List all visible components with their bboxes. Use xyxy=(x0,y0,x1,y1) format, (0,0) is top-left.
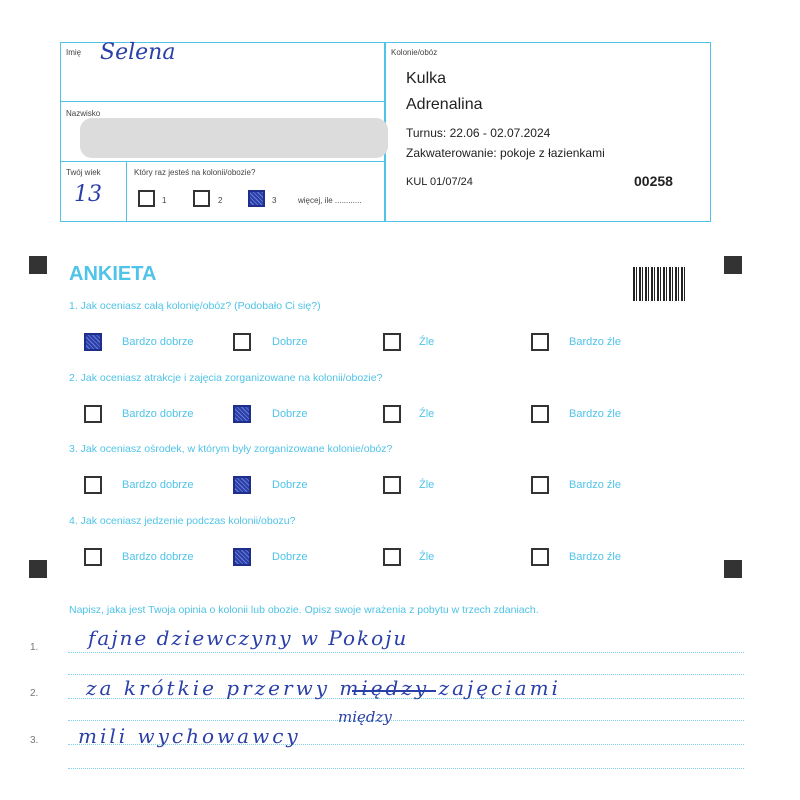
q3-option-1-label: Bardzo dobrze xyxy=(122,479,194,491)
times-option-3: 3 xyxy=(272,196,277,205)
alignment-marker xyxy=(29,256,47,274)
q2-option-4-checkbox[interactable] xyxy=(531,405,549,423)
times-label: Który raz jesteś na kolonii/obozie? xyxy=(134,168,256,177)
answer-line xyxy=(68,674,744,675)
times-checkbox-3[interactable] xyxy=(248,190,265,207)
q4-option-1-checkbox[interactable] xyxy=(84,548,102,566)
q4-option-2-checkbox[interactable] xyxy=(233,548,251,566)
answer-2[interactable]: za krótkie przerwy między zajęciami xyxy=(86,676,561,700)
q2-option-1-checkbox[interactable] xyxy=(84,405,102,423)
q3-option-1-checkbox[interactable] xyxy=(84,476,102,494)
camp-label: Kolonie/obóz xyxy=(391,48,438,57)
times-option-1: 1 xyxy=(162,196,167,205)
redaction-bar xyxy=(80,118,388,158)
accommodation: Zakwaterowanie: pokoje z łazienkami xyxy=(406,146,605,160)
q4-option-3-label: Źle xyxy=(419,551,435,563)
name-value[interactable]: Selena xyxy=(100,40,176,65)
line-number: 3. xyxy=(30,735,39,746)
times-more-label: więcej, ile ............ xyxy=(298,196,362,205)
q1-option-1-label: Bardzo dobrze xyxy=(122,336,194,348)
q1-option-3-checkbox[interactable] xyxy=(383,333,401,351)
question-3: 3. Jak oceniasz ośrodek, w którym były zorganizowane kolonie/obóz? xyxy=(69,443,393,455)
age-label: Twój wiek xyxy=(66,168,101,177)
q1-option-1-checkbox[interactable] xyxy=(84,333,102,351)
q1-option-4-checkbox[interactable] xyxy=(531,333,549,351)
answer-1[interactable]: fajne dziewczyny w Pokoju xyxy=(88,626,409,650)
times-option-2: 2 xyxy=(218,196,223,205)
divider xyxy=(126,162,127,221)
q3-option-3-label: Źle xyxy=(419,479,435,491)
camp-name-1: Kulka xyxy=(406,70,447,87)
q3-option-2-label: Dobrze xyxy=(272,479,308,491)
surname-label: Nazwisko xyxy=(66,109,101,118)
q3-option-4-checkbox[interactable] xyxy=(531,476,549,494)
alignment-marker xyxy=(724,256,742,274)
q4-option-2-label: Dobrze xyxy=(272,551,308,563)
q1-option-2-label: Dobrze xyxy=(272,336,308,348)
q3-option-3-checkbox[interactable] xyxy=(383,476,401,494)
q3-option-4-label: Bardzo źle xyxy=(569,479,621,491)
camp-code: KUL 01/07/24 xyxy=(406,176,473,188)
barcode xyxy=(633,267,687,301)
opinion-prompt: Napisz, jaka jest Twoja opinia o kolonii lub obozie. Opisz swoje wrażenia z pobytu w trzech zdaniach. xyxy=(69,604,539,616)
strikethrough xyxy=(352,690,436,692)
correction-word: między xyxy=(338,708,392,726)
line-number: 2. xyxy=(30,688,39,699)
survey-title: ANKIETA xyxy=(69,263,157,285)
q1-option-2-checkbox[interactable] xyxy=(233,333,251,351)
q4-option-4-label: Bardzo źle xyxy=(569,551,621,563)
q2-option-3-checkbox[interactable] xyxy=(383,405,401,423)
q2-option-2-checkbox[interactable] xyxy=(233,405,251,423)
answer-line xyxy=(68,720,744,721)
q4-option-4-checkbox[interactable] xyxy=(531,548,549,566)
q2-option-3-label: Źle xyxy=(419,408,435,420)
q4-option-1-label: Bardzo dobrze xyxy=(122,551,194,563)
line-number: 1. xyxy=(30,642,39,653)
age-value[interactable]: 13 xyxy=(74,182,102,207)
question-1: 1. Jak oceniasz całą kolonię/obóz? (Podobało Ci się?) xyxy=(69,300,321,312)
q1-option-3-label: Źle xyxy=(419,336,435,348)
question-4: 4. Jak oceniasz jedzenie podczas kolonii/obozu? xyxy=(69,515,296,527)
answer-line xyxy=(68,652,744,653)
times-checkbox-1[interactable] xyxy=(138,190,155,207)
name-label: Imię xyxy=(66,48,82,57)
q2-option-4-label: Bardzo źle xyxy=(569,408,621,420)
answer-line xyxy=(68,768,744,769)
camp-name-2: Adrenalina xyxy=(406,96,483,113)
divider xyxy=(60,101,385,102)
alignment-marker xyxy=(724,560,742,578)
question-2: 2. Jak oceniasz atrakcje i zajęcia zorganizowane na kolonii/obozie? xyxy=(69,372,383,384)
turnus: Turnus: 22.06 - 02.07.2024 xyxy=(406,126,551,140)
q2-option-2-label: Dobrze xyxy=(272,408,308,420)
form-number: 00258 xyxy=(634,173,673,189)
q1-option-4-label: Bardzo źle xyxy=(569,336,621,348)
times-checkbox-2[interactable] xyxy=(193,190,210,207)
q3-option-2-checkbox[interactable] xyxy=(233,476,251,494)
q4-option-3-checkbox[interactable] xyxy=(383,548,401,566)
alignment-marker xyxy=(29,560,47,578)
answer-3[interactable]: mili wychowawcy xyxy=(78,724,301,748)
q2-option-1-label: Bardzo dobrze xyxy=(122,408,194,420)
divider xyxy=(60,161,385,162)
